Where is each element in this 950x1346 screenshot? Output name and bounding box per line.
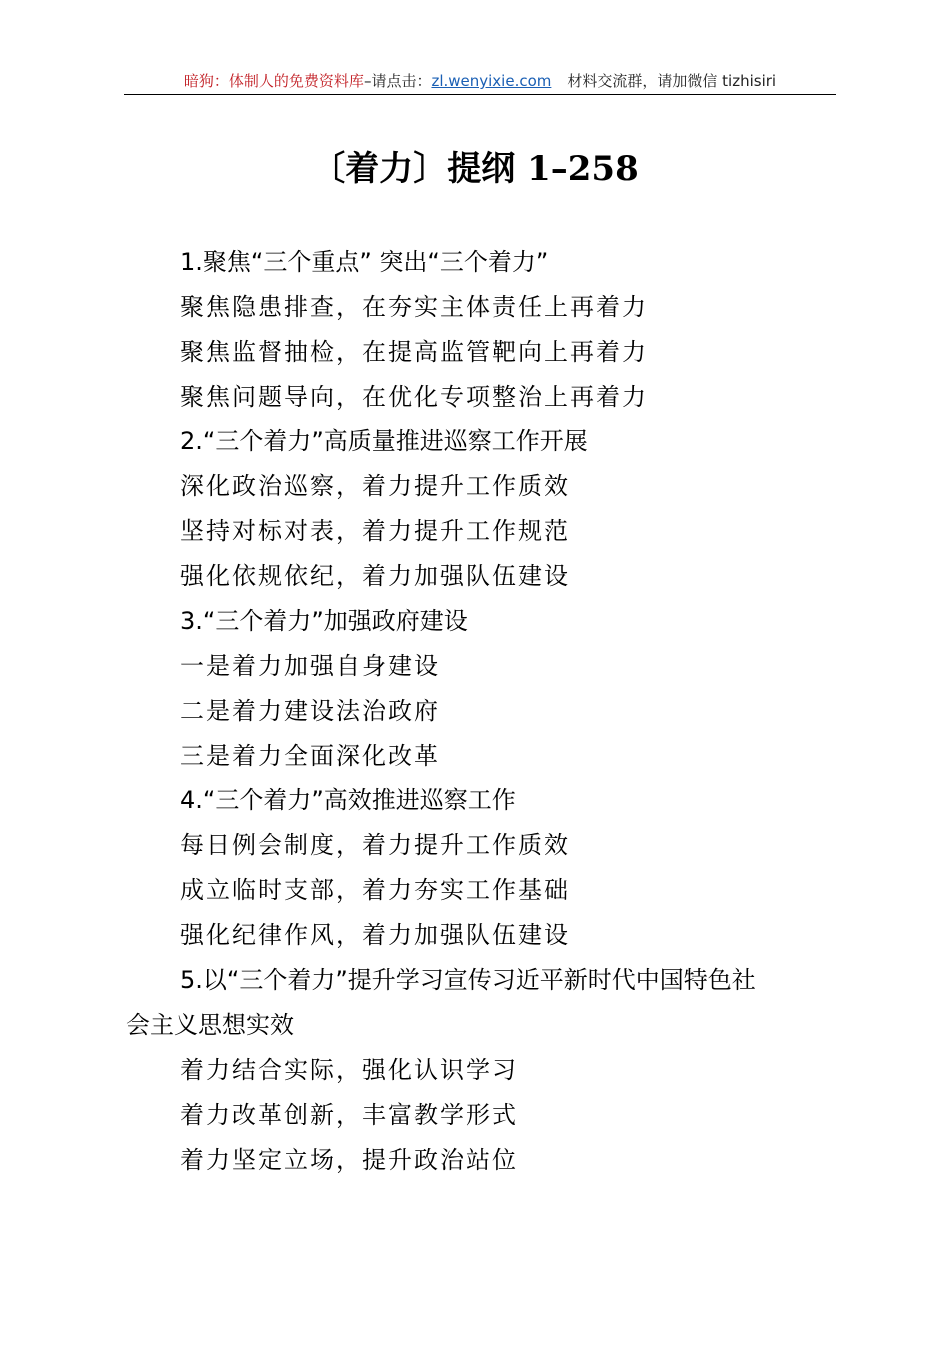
section-3-item-1: 一是着力加强自身建设 bbox=[180, 652, 440, 680]
header-link[interactable]: zl.wenyixie.com bbox=[431, 72, 552, 90]
header-prompt: –请点击： bbox=[363, 72, 432, 90]
section-4-item-2: 成立临时支部，着力夯实工作基础 bbox=[180, 876, 570, 904]
section-5-heading: 5.以“三个着力”提升学习宣传习近平新时代中国特色社 bbox=[180, 966, 756, 994]
section-5-heading-continued: 会主义思想实效 bbox=[126, 1011, 294, 1039]
section-3-item-3: 三是着力全面深化改革 bbox=[180, 742, 440, 770]
header-site-name: 暗狗：体制人的免费资料库 bbox=[183, 72, 364, 90]
document-title: 〔着力〕提纲 1–258 bbox=[311, 149, 639, 189]
section-5-item-3: 着力坚定立场，提升政治站位 bbox=[180, 1146, 518, 1174]
section-4-item-1: 每日例会制度，着力提升工作质效 bbox=[180, 831, 570, 859]
section-2-item-1: 深化政治巡察，着力提升工作质效 bbox=[180, 472, 570, 500]
section-1-item-1: 聚焦隐患排查，在夯实主体责任上再着力 bbox=[180, 293, 648, 321]
section-5-item-2: 着力改革创新，丰富教学形式 bbox=[180, 1101, 518, 1129]
section-2-item-3: 强化依规依纪，着力加强队伍建设 bbox=[180, 562, 570, 590]
section-3-item-2: 二是着力建设法治政府 bbox=[180, 697, 440, 725]
section-1-heading: 1.聚焦“三个重点” 突出“三个着力” bbox=[180, 248, 549, 276]
section-4-item-3: 强化纪律作风，着力加强队伍建设 bbox=[180, 921, 570, 949]
header-wechat: 材料交流群，请加微信 tizhisiri bbox=[567, 72, 777, 90]
section-4-heading: 4.“三个着力”高效推进巡察工作 bbox=[180, 786, 516, 814]
section-3-heading: 3.“三个着力”加强政府建设 bbox=[180, 607, 468, 635]
section-5-item-1: 着力结合实际，强化认识学习 bbox=[180, 1056, 518, 1084]
section-1-item-2: 聚焦监督抽检，在提高监管靶向上再着力 bbox=[180, 338, 648, 366]
page-header bbox=[124, 70, 836, 95]
section-2-heading: 2.“三个着力”高质量推进巡察工作开展 bbox=[180, 427, 588, 455]
section-1-item-3: 聚焦问题导向，在优化专项整治上再着力 bbox=[180, 383, 648, 411]
section-2-item-2: 坚持对标对表，着力提升工作规范 bbox=[180, 517, 570, 545]
